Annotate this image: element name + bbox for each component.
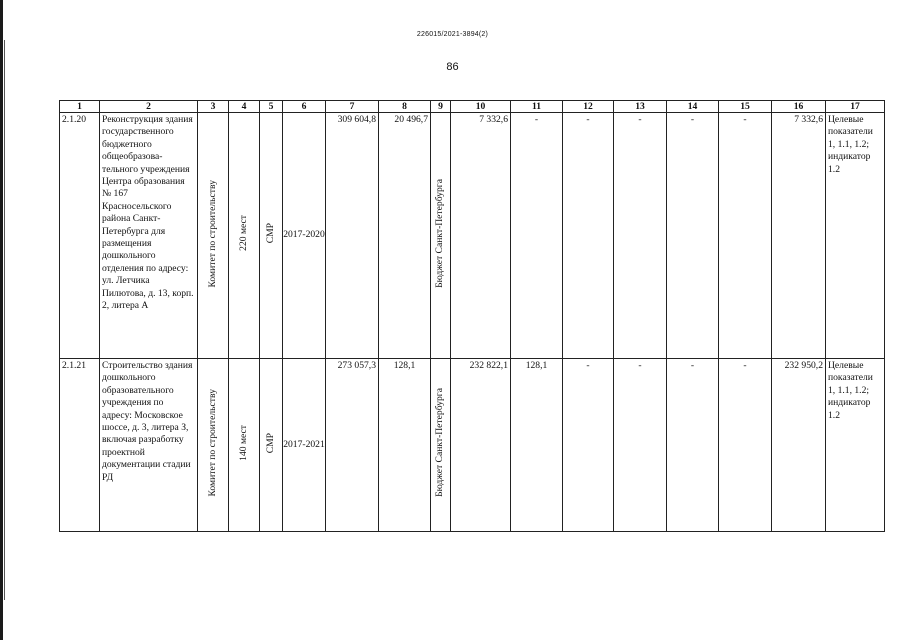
item-number: 2.1.21	[60, 359, 100, 532]
amount-cell: 7 332,6	[451, 113, 511, 359]
item-number: 2.1.20	[60, 113, 100, 359]
header-cell: 13	[614, 101, 667, 113]
indicator-cell: Целевые показатели 1, 1.1, 1.2; индикатор 1.2	[826, 359, 885, 532]
amount-cell: -	[563, 359, 614, 532]
amount-cell: -	[667, 359, 719, 532]
amount-cell: -	[614, 113, 667, 359]
work-type-cell: СМР	[264, 432, 276, 453]
amount-cell: -	[667, 113, 719, 359]
header-cell: 12	[563, 101, 614, 113]
header-cell: 5	[260, 101, 283, 113]
amount-cell: 128,1	[379, 359, 431, 532]
amount-cell: -	[563, 113, 614, 359]
table-row	[60, 113, 885, 359]
total-cell: 232 950,2	[772, 359, 826, 532]
scan-edge-line	[4, 40, 5, 600]
page-number: 86	[446, 61, 459, 73]
amount-cell: 309 604,8	[326, 113, 379, 359]
amount-cell: 128,1	[511, 359, 563, 532]
amount-cell: -	[614, 359, 667, 532]
header-cell: 14	[667, 101, 719, 113]
work-type-cell: СМР	[264, 223, 276, 244]
capacity-cell: 140 мест	[237, 424, 249, 461]
object-description: Реконструкция здания государственного бюджетного общеобразова-тельного учреждения Центра образования № 167 Красносельского района Санкт-Петербурга для размещения дошкольного отделения по адресу: ул. Летчика Пилютова, д. 13, корп. 2, литера А	[100, 113, 198, 359]
amount-cell: 273 057,3	[326, 359, 379, 532]
header-cell: 4	[229, 101, 260, 113]
amount-cell: -	[511, 113, 563, 359]
source-cell: Бюджет Санкт-Петербурга	[434, 388, 446, 498]
customer-cell: Комитет по строительству	[206, 389, 218, 497]
amount-cell: -	[719, 359, 772, 532]
source-cell: Бюджет Санкт-Петербурга	[434, 178, 446, 288]
amount-cell: 232 822,1	[451, 359, 511, 532]
indicator-cell: Целевые показатели 1, 1.1, 1.2; индикатор 1.2	[826, 113, 885, 359]
header-cell: 1	[60, 101, 100, 113]
amount-cell: -	[719, 113, 772, 359]
amount-cell: 20 496,7	[379, 113, 431, 359]
header-cell: 9	[431, 101, 451, 113]
table-row	[60, 359, 885, 532]
object-description: Строительство здания дошкольного образовательного учреждения по адресу: Московское шоссе, д. 3, литера З, включая разработку проектной документации стадии РД	[100, 359, 198, 532]
program-table	[59, 100, 885, 532]
header-cell: 8	[379, 101, 431, 113]
header-cell: 3	[198, 101, 229, 113]
total-cell: 7 332,6	[772, 113, 826, 359]
capacity-cell: 220 мест	[237, 215, 249, 252]
document-number: 226015/2021-3894(2)	[416, 31, 489, 38]
header-cell: 17	[826, 101, 885, 113]
header-cell: 15	[719, 101, 772, 113]
header-cell: 10	[451, 101, 511, 113]
header-cell: 2	[100, 101, 198, 113]
header-cell: 11	[511, 101, 563, 113]
customer-cell: Комитет по строительству	[206, 179, 218, 288]
header-cell: 16	[772, 101, 826, 113]
scan-edge	[0, 0, 3, 640]
period-cell: 2017-2021	[283, 359, 326, 532]
period-cell: 2017-2020	[283, 113, 326, 359]
header-cell: 7	[326, 101, 379, 113]
header-cell: 6	[283, 101, 326, 113]
table-header-row	[60, 101, 885, 113]
